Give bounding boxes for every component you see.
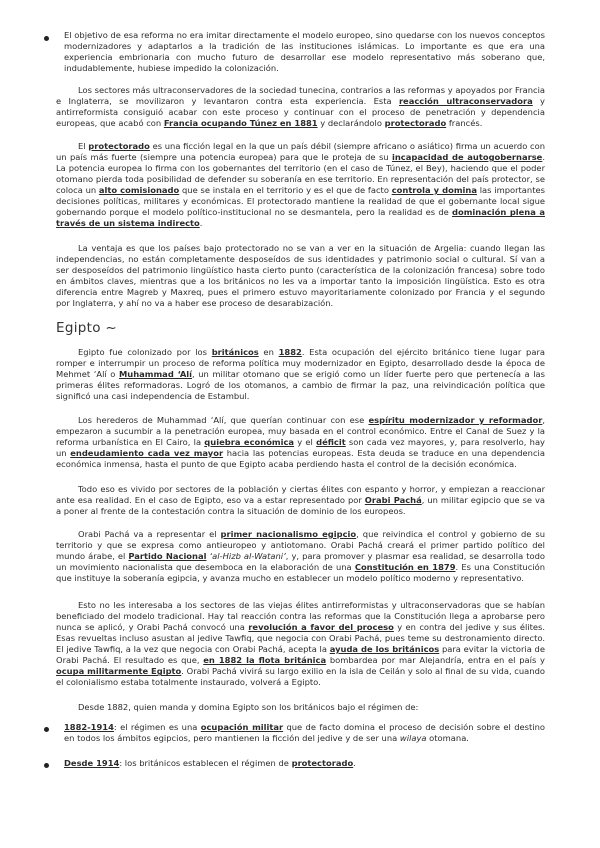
- paragraph-heirs: [56, 415, 545, 470]
- term-protectorado: protectorado: [384, 118, 447, 129]
- term-francia-tunez: Francia ocupando Túnez en 1881: [163, 118, 318, 129]
- term-ayuda-britanicos: ayuda de los británicos: [329, 644, 440, 655]
- term-partido-nacional: Partido Nacional: [128, 551, 207, 562]
- text-span: Egipto fue colonizado por los: [78, 347, 212, 357]
- paragraph-nationalism: [56, 529, 545, 584]
- text-span: las importantes decisiones políticas, militares y económicas. El protectorado mantiene la realidad de que el gobernante local sigue gobernando porque el modelo político-institucional no se desmantela, pero la realidad es de: [56, 185, 545, 218]
- paragraph-tunisia-reaction: [56, 85, 545, 129]
- text-span: son cada vez mayores, y, para resolverlo, hay un: [56, 437, 545, 459]
- term-britanicos: británicos: [211, 347, 259, 357]
- text-span: francés.: [446, 118, 483, 129]
- term-constitucion: Constitución en 1879: [354, 562, 456, 573]
- text-span: y en contra del jedive y sus élites. Esas revueltas incluso asustan al jedive Tawfiq, que negocia con Orabi Pachá, pues teme su destronamiento directo. El jedive Tawfiq, a la vez que negocia con Orabi Pachá, acepta la: [56, 622, 546, 655]
- text-span: bombardea por mar Alejandría, entra en el país y: [326, 655, 545, 666]
- text-span: El: [78, 141, 89, 151]
- bullet-dot: [44, 763, 49, 768]
- term-flota: en 1882 la flota británica: [203, 655, 327, 666]
- text-span: .: [199, 218, 203, 229]
- text-span: hacia las potencias europeas. Esta deuda se traduce en una dependencia económica inmensa, hasta el punto de que Egipto acaba perdiendo hasta el control de la decisión económica.: [56, 448, 545, 470]
- term-wilaya: wilaya: [399, 733, 427, 744]
- term-incapacidad: incapacidad de autogobernarse: [391, 152, 543, 163]
- text-span: , empezaron a sucumbir a la penetración europea, muy basada en el control económico. Entre el Canal de Suez y la reforma urbanística en El Cairo, la: [56, 415, 545, 448]
- bullet-dot: [44, 727, 49, 732]
- term-quiebra: quiebra económica: [204, 437, 295, 448]
- text-span: y declarándolo: [317, 118, 385, 129]
- term-endeudamiento: endeudamiento cada vez mayor: [70, 448, 224, 459]
- term-protectorado: protectorado: [291, 758, 354, 768]
- term-alto-comisionado: alto comisionado: [98, 185, 180, 196]
- text-span: Orabi Pachá va a representar el: [78, 529, 221, 539]
- text-span: . Es una Constitución que instituye la soberanía egipcia, y avanza mucho en establecer un modelo político moderno y representativo.: [56, 562, 545, 584]
- text-span: para evitar la victoria de Orabi Pachá. El resultado es que,: [56, 644, 545, 666]
- paragraph-protectorate-advantage: [56, 243, 545, 309]
- text-span: , y, para promover y plasmar esa realidad, se desarrolla todo un movimiento nacionalista que desemboca en la elaboración de una: [56, 551, 545, 573]
- term-deficit: déficit: [316, 437, 346, 448]
- section-heading-egipto: Egipto ~: [56, 320, 117, 336]
- text-span: que se instala en el territorio y es el que de facto: [179, 185, 392, 196]
- text-span: .: [353, 758, 356, 768]
- paragraph-egypt-colonized: [56, 347, 545, 402]
- text-span: , un militar otomano que se erigió como un líder fuerte pero que pertenecía a las primeras élites reformadoras. Logró de los otomanos, a cambio de firmar la paz, una reivindicación política que significó una casi independencia de Estambul.: [56, 369, 545, 402]
- paragraph-since-1882: [56, 702, 545, 713]
- term-ocupacion-militar: ocupación militar: [200, 722, 284, 732]
- bullet-1882-1914: [64, 722, 545, 744]
- term-ocupa: ocupa militarmente Egipto: [56, 666, 182, 677]
- text-span: Los herederos de Muhammad ‘Alí, que querían continuar con ese: [78, 415, 369, 425]
- text-span: en: [258, 347, 279, 357]
- term-revolucion: revolución a favor del proceso: [248, 622, 394, 633]
- term-desde-1914: Desde 1914: [64, 758, 120, 768]
- text-span: . Orabi Pachá vivirá su largo exilio en la isla de Ceilán y solo al final de su vida, cuando el colonialismo estaba totalmente instaurado, volverá a Egipto.: [56, 666, 545, 688]
- bullet-desde-1914: [64, 758, 545, 769]
- term-dominacion: dominación plena a través de un sistema indirecto: [56, 207, 545, 229]
- text-span: El objetivo de esa reforma no era imitar directamente el modelo europeo, sino quedarse con los nuevos conceptos modernizadores y adaptarlos a la tradición de las instituciones islámicas. Lo importante es que era una experiencia embrionaria con mucho futuro de desarrollar ese modelo representativo más soberano que, indudablemente, hubiese impedido la colonización.: [64, 30, 545, 74]
- term-nacionalismo: primer nacionalismo egipcio: [220, 529, 357, 539]
- text-span: : el régimen es una: [113, 722, 201, 732]
- text-span: . Esta ocupación del ejército británico tiene lugar para romper e interrumpir un proceso de reforma política muy modernizador en Egipto, desarrollado desde la época de Mehmet ‘Alí o: [56, 347, 545, 380]
- term-reaccion: reacción ultraconservadora: [398, 96, 533, 107]
- text-span: y antirreformista consiguió acabar con este proceso y continuar con el proceso de penetración y dependencia europeas, que acabó con: [56, 96, 545, 129]
- text-span: Todo eso es vivido por sectores de la población y ciertas élites con espanto y horror, y empiezan a reaccionar ante esa realidad. En el caso de Egipto, eso va a estar representado por: [56, 484, 545, 506]
- paragraph-british-occupation: [56, 600, 545, 688]
- term-controla: controla y domina: [391, 185, 477, 196]
- text-span: Los sectores más ultraconservadores de la sociedad tunecina, contrarios a las reformas y apoyados por Francia e Inglaterra, se movilizaron y levantaron contra esta experiencia. Esta: [56, 85, 545, 107]
- paragraph-protectorate-definition: [56, 141, 545, 229]
- term-protectorado: protectorado: [88, 141, 150, 151]
- text-span: otomana.: [426, 733, 469, 744]
- text-span: Desde 1882, quien manda y domina Egipto son los británicos bajo el régimen de:: [78, 702, 419, 712]
- text-span: Esto no les interesaba a los sectores de las viejas élites antirreformistas y ultraconservadoras que se habían beneficiado del modelo tradicional. Hay tal reacción contra las reformas que la Constitución llega a aprobarse pero nunca se aplicó, y Orabi Pachá convocó una: [56, 600, 545, 633]
- text-span: y el: [294, 437, 317, 448]
- bullet-reform-objective: [64, 30, 545, 74]
- text-span: : los británicos establecen el régimen de: [119, 758, 292, 768]
- bullet-dot: [44, 36, 49, 41]
- term-1882: 1882: [278, 347, 302, 357]
- term-al-hizb: ‘al-Hizb al-Watani’: [209, 551, 286, 562]
- text-span: . La potencia europea lo firma con los gobernantes del territorio (en el caso de Túnez, el Bey), haciendo que el poder otomano pierda toda posibilidad de defender su soberanía en ese territorio. En representación del país protector, se coloca un: [56, 152, 545, 196]
- paragraph-reaction-orabi: [56, 484, 545, 517]
- text-span: , un militar egipcio que se va a poner al frente de la contestación contra la situación de dominio de los europeos.: [56, 495, 545, 517]
- text-span: , que reivindica el control y gobierno de su territorio y que se expresa como antieuropeo y antiotomano. Orabi Pachá creará el primer partido político del mundo árabe, el: [56, 529, 545, 562]
- text-span: que de facto domina el proceso de decisión sobre el destino en todos los ámbitos egipcios, pero mantienen la ficción del jedive y de ser una: [64, 722, 545, 744]
- term-1882-1914: 1882-1914: [64, 722, 114, 732]
- term-espiritu: espíritu modernizador y reformador: [368, 415, 543, 425]
- term-orabi-pacha: Orabi Pachá: [364, 495, 422, 506]
- text-span: es una ficción legal en la que un país débil (siempre africano o asiático) firma un acuerdo con un país más fuerte (siempre una potencia europea) para que le proteja de su: [56, 141, 545, 163]
- term-muhammad-ali: Muhammad ‘Alí: [118, 369, 193, 380]
- text-span: La ventaja es que los países bajo protectorado no se van a ver en la situación de Argelia: cuando llegan las independencias, no están completamente desposeídos de sus identidades y patrimonio social o cultural. Sí van a ser desposeídos del patrimonio lingüístico hasta cierto punto (característica de la colonización francesa) sobre todo en ámbitos claves, mientras que a los británicos no les va a importar tanto la imposición lingüística. Esto es otra diferencia entre Magreb y Maxreq, pues el primero estuvo mayoritariamente colonizado por Francia y el segundo por Inglaterra, y ahí no va a haber ese proceso de desarabización.: [56, 243, 545, 309]
